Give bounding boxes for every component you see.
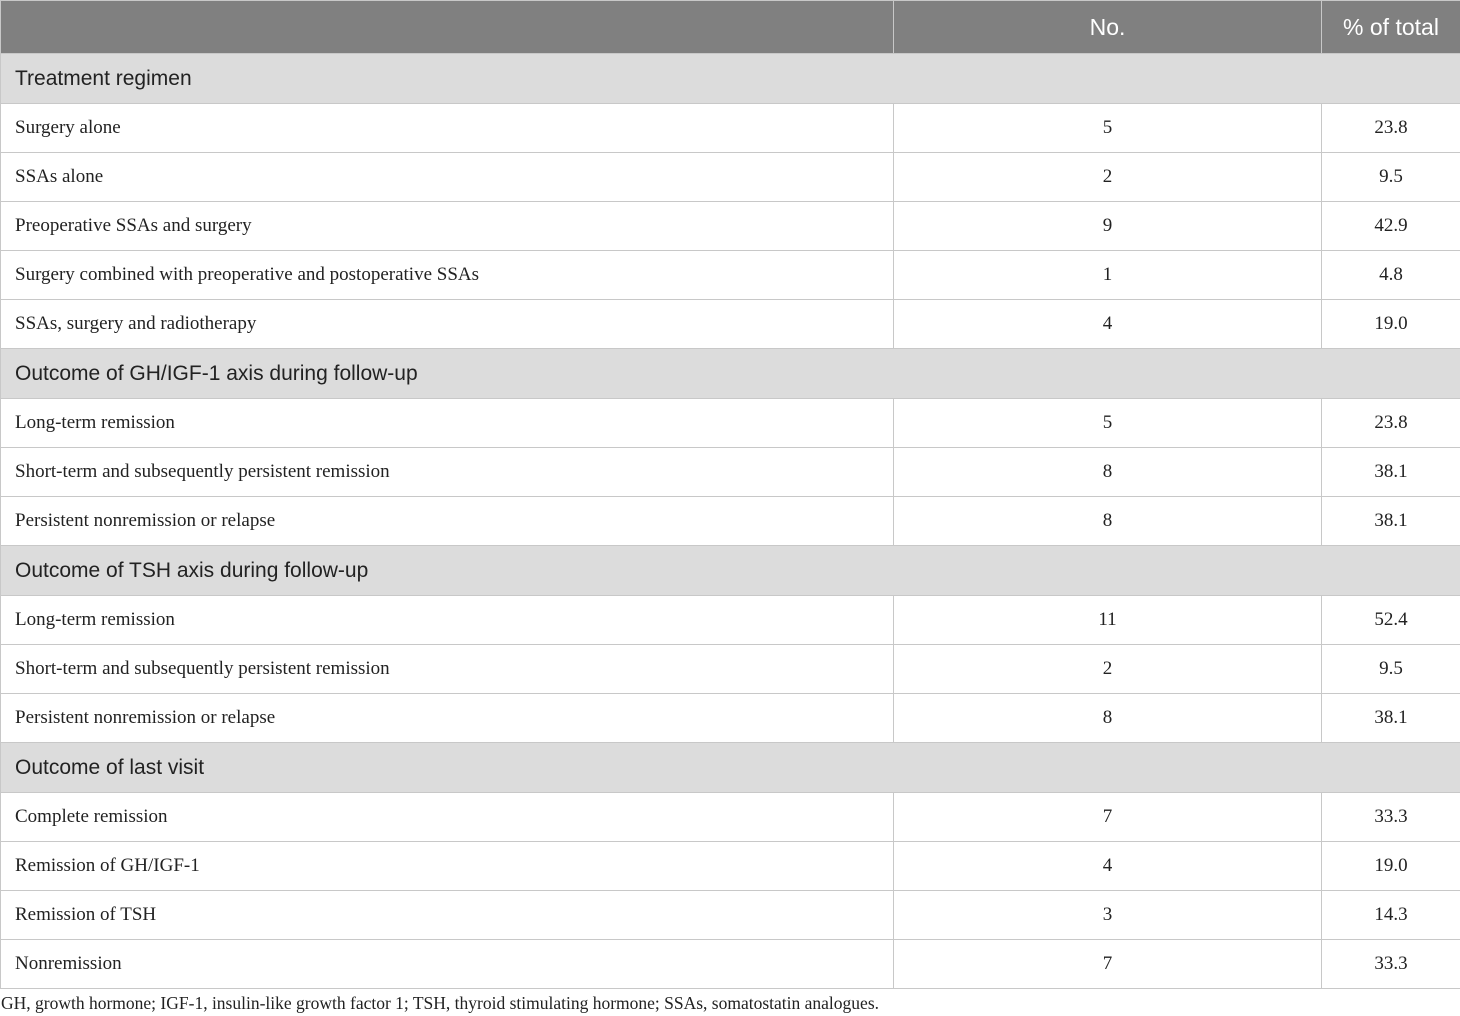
- section-row: [1, 546, 1460, 596]
- table-row: [1, 842, 1460, 891]
- row-count: 1: [894, 251, 1322, 300]
- row-percent: 9.5: [1322, 153, 1460, 202]
- row-label: Nonremission: [1, 940, 894, 989]
- section-row: [1, 349, 1460, 399]
- row-label: SSAs alone: [1, 153, 894, 202]
- row-count: 8: [894, 497, 1322, 546]
- row-label: Preoperative SSAs and surgery: [1, 202, 894, 251]
- table-row: [1, 251, 1460, 300]
- section-title: Treatment regimen: [1, 54, 1460, 104]
- table-row: [1, 448, 1460, 497]
- row-label: Surgery combined with preoperative and postoperative SSAs: [1, 251, 894, 300]
- row-count: 7: [894, 940, 1322, 989]
- row-label: Persistent nonremission or relapse: [1, 694, 894, 743]
- row-percent: 19.0: [1322, 842, 1460, 891]
- row-count: 4: [894, 300, 1322, 349]
- row-count: 9: [894, 202, 1322, 251]
- row-count: 5: [894, 399, 1322, 448]
- row-label: Remission of GH/IGF-1: [1, 842, 894, 891]
- row-count: 5: [894, 104, 1322, 153]
- table-row: [1, 202, 1460, 251]
- row-percent: 38.1: [1322, 448, 1460, 497]
- table-footnote: GH, growth hormone; IGF-1, insulin-like growth factor 1; TSH, thyroid stimulating hormone; SSAs, somatostatin analogues.: [1, 993, 879, 1013]
- row-percent: 23.8: [1322, 399, 1460, 448]
- row-label: Remission of TSH: [1, 891, 894, 940]
- row-count: 2: [894, 153, 1322, 202]
- section-row: [1, 743, 1460, 793]
- row-label: SSAs, surgery and radiotherapy: [1, 300, 894, 349]
- row-percent: 33.3: [1322, 940, 1460, 989]
- table-header-row: [1, 1, 1460, 54]
- row-label: Long-term remission: [1, 596, 894, 645]
- row-count: 11: [894, 596, 1322, 645]
- row-percent: 52.4: [1322, 596, 1460, 645]
- table-row: [1, 940, 1460, 989]
- row-count: 8: [894, 694, 1322, 743]
- row-label: Surgery alone: [1, 104, 894, 153]
- row-count: 8: [894, 448, 1322, 497]
- section-title: Outcome of last visit: [1, 743, 1460, 793]
- row-percent: 14.3: [1322, 891, 1460, 940]
- row-percent: 38.1: [1322, 497, 1460, 546]
- row-count: 7: [894, 793, 1322, 842]
- row-label: Short-term and subsequently persistent remission: [1, 448, 894, 497]
- table-row: [1, 793, 1460, 842]
- row-label: Short-term and subsequently persistent remission: [1, 645, 894, 694]
- table-row: [1, 891, 1460, 940]
- row-percent: 42.9: [1322, 202, 1460, 251]
- header-percent-cell: % of total: [1322, 1, 1460, 54]
- row-percent: 33.3: [1322, 793, 1460, 842]
- table-row: [1, 104, 1460, 153]
- section-title: Outcome of TSH axis during follow-up: [1, 546, 1460, 596]
- row-percent: 19.0: [1322, 300, 1460, 349]
- section-title: Outcome of GH/IGF-1 axis during follow-up: [1, 349, 1460, 399]
- table-row: [1, 645, 1460, 694]
- table-row: [1, 694, 1460, 743]
- row-percent: 9.5: [1322, 645, 1460, 694]
- section-row: [1, 54, 1460, 104]
- table-row: [1, 153, 1460, 202]
- header-count-cell: No.: [894, 1, 1322, 54]
- table-row: [1, 497, 1460, 546]
- row-count: 3: [894, 891, 1322, 940]
- row-count: 2: [894, 645, 1322, 694]
- row-label: Persistent nonremission or relapse: [1, 497, 894, 546]
- row-label: Long-term remission: [1, 399, 894, 448]
- table-row: [1, 399, 1460, 448]
- row-percent: 23.8: [1322, 104, 1460, 153]
- table-row: [1, 596, 1460, 645]
- header-label-cell: [1, 1, 894, 54]
- table-row: [1, 300, 1460, 349]
- row-percent: 38.1: [1322, 694, 1460, 743]
- row-percent: 4.8: [1322, 251, 1460, 300]
- row-count: 4: [894, 842, 1322, 891]
- row-label: Complete remission: [1, 793, 894, 842]
